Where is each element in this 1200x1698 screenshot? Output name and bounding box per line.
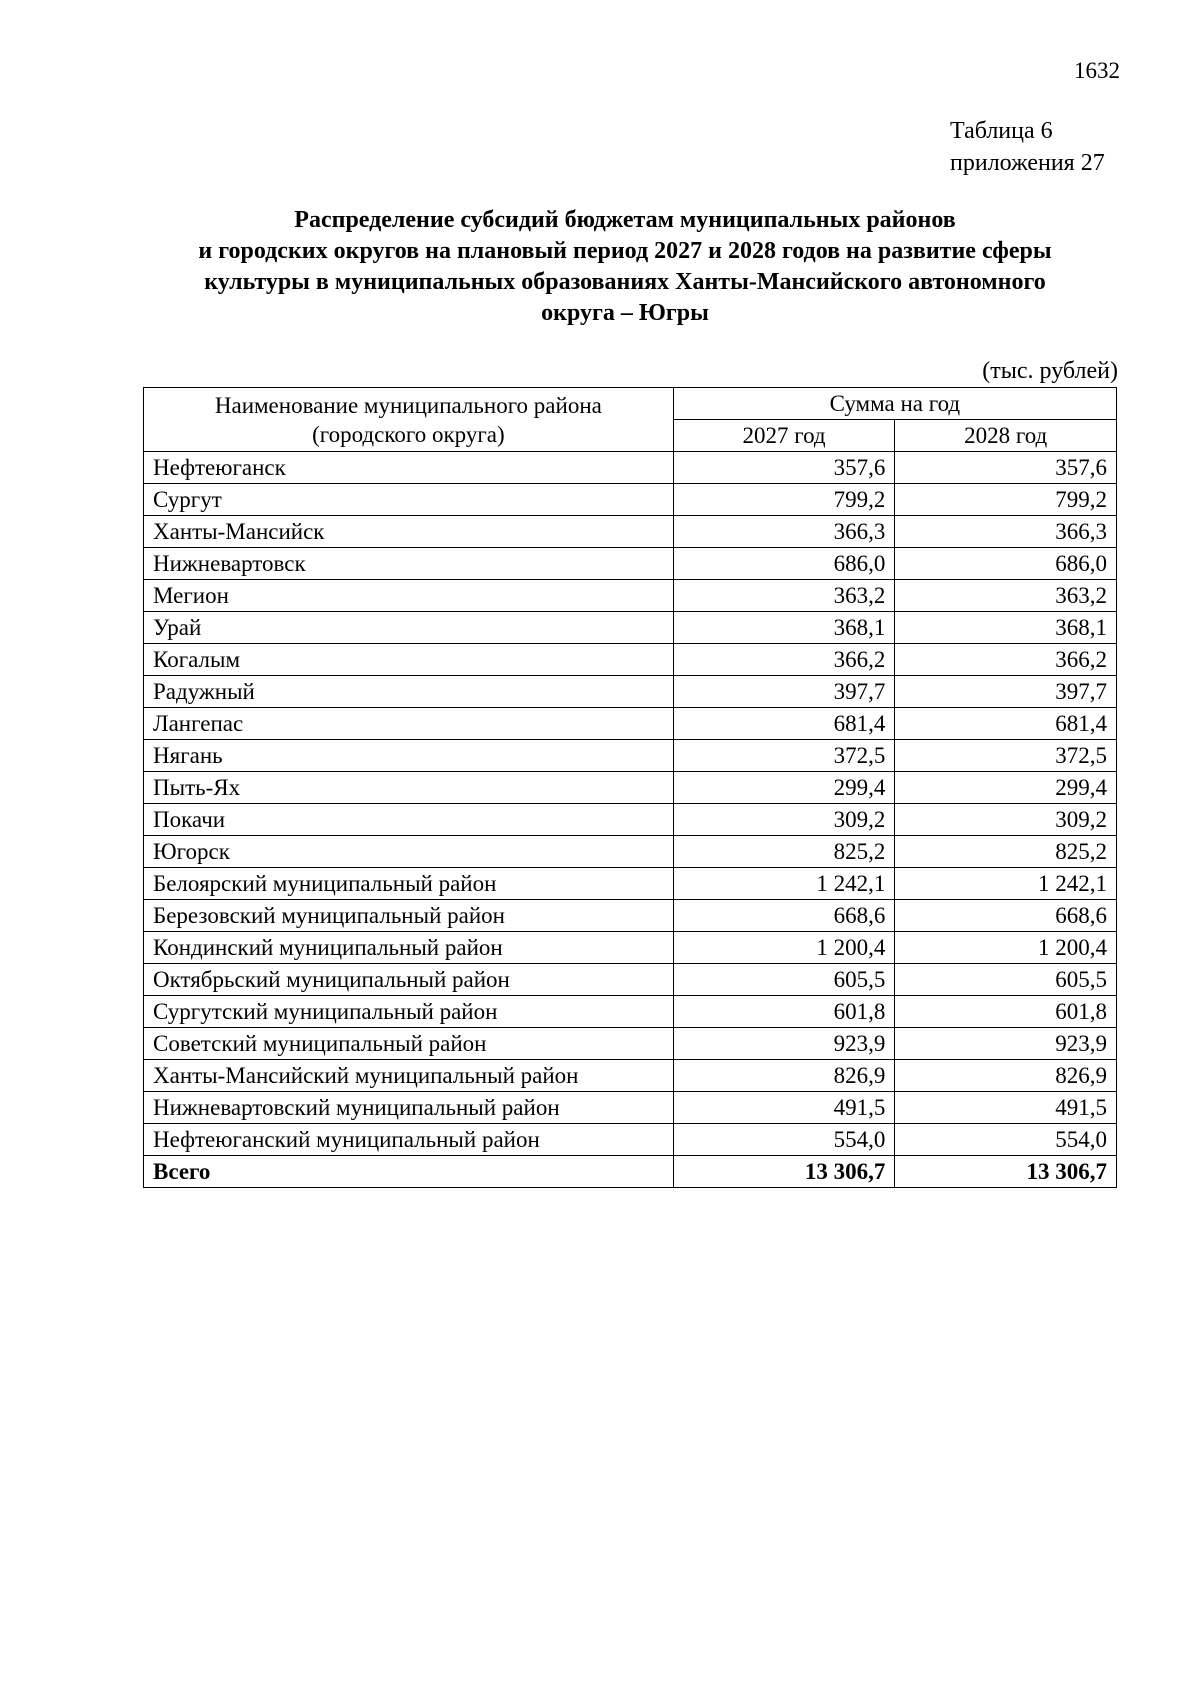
value-2028-cell: 363,2 <box>895 580 1117 612</box>
value-2027-cell: 309,2 <box>673 804 895 836</box>
value-2027-cell: 681,4 <box>673 708 895 740</box>
value-2027-cell: 686,0 <box>673 548 895 580</box>
value-2027-cell: 554,0 <box>673 1124 895 1156</box>
page-number: 1632 <box>1074 58 1120 83</box>
value-2027-cell: 491,5 <box>673 1092 895 1124</box>
municipality-name-cell: Сургутский муниципальный район <box>144 996 674 1028</box>
title-line: и городских округов на плановый период 2027 и 2028 годов на развитие сферы <box>198 238 1052 264</box>
value-2028-cell: 1 242,1 <box>895 868 1117 900</box>
value-2027-cell: 357,6 <box>673 452 895 484</box>
header-name-line: (городского округа) <box>312 421 505 447</box>
municipality-name-cell: Советский муниципальный район <box>144 1028 674 1060</box>
total-label-cell: Всего <box>144 1156 674 1188</box>
value-2027-cell: 363,2 <box>673 580 895 612</box>
value-2027-cell: 1 200,4 <box>673 932 895 964</box>
municipality-name-cell: Лангепас <box>144 708 674 740</box>
municipality-name-cell: Кондинский муниципальный район <box>144 932 674 964</box>
value-2028-cell: 554,0 <box>895 1124 1117 1156</box>
table-row <box>144 836 1117 868</box>
municipality-name-cell: Березовский муниципальный район <box>144 900 674 932</box>
value-2027-cell: 825,2 <box>673 836 895 868</box>
table-body <box>144 452 1117 1188</box>
table-row <box>144 964 1117 996</box>
value-2028-cell: 686,0 <box>895 548 1117 580</box>
table-row <box>144 1028 1117 1060</box>
total-2028-cell: 13 306,7 <box>895 1156 1117 1188</box>
value-2027-cell: 605,5 <box>673 964 895 996</box>
table-row <box>144 900 1117 932</box>
header-year-2028: 2028 год <box>895 420 1117 452</box>
municipality-name-cell: Пыть-Ях <box>144 772 674 804</box>
title-line: округа – Югры <box>541 300 709 326</box>
table-row <box>144 708 1117 740</box>
document-title <box>130 205 1120 329</box>
total-row <box>144 1156 1117 1188</box>
value-2028-cell: 397,7 <box>895 676 1117 708</box>
value-2027-cell: 397,7 <box>673 676 895 708</box>
municipality-name-cell: Октябрьский муниципальный район <box>144 964 674 996</box>
table-row <box>144 612 1117 644</box>
municipality-name-cell: Урай <box>144 612 674 644</box>
header-year-2027: 2027 год <box>673 420 895 452</box>
table-row <box>144 996 1117 1028</box>
value-2028-cell: 491,5 <box>895 1092 1117 1124</box>
value-2028-cell: 309,2 <box>895 804 1117 836</box>
municipality-name-cell: Когалым <box>144 644 674 676</box>
value-2028-cell: 923,9 <box>895 1028 1117 1060</box>
municipality-name-cell: Нягань <box>144 740 674 772</box>
value-2027-cell: 668,6 <box>673 900 895 932</box>
value-2028-cell: 357,6 <box>895 452 1117 484</box>
table-row <box>144 1060 1117 1092</box>
header-name-line: Наименование муниципального района <box>214 392 602 418</box>
value-2028-cell: 668,6 <box>895 900 1117 932</box>
total-2027-cell: 13 306,7 <box>673 1156 895 1188</box>
municipality-name-cell: Радужный <box>144 676 674 708</box>
municipality-name-cell: Югорск <box>144 836 674 868</box>
table-row <box>144 548 1117 580</box>
value-2027-cell: 366,3 <box>673 516 895 548</box>
units-label: (тыс. рублей) <box>982 358 1118 384</box>
table-row <box>144 1124 1117 1156</box>
value-2028-cell: 366,3 <box>895 516 1117 548</box>
value-2028-cell: 299,4 <box>895 772 1117 804</box>
value-2028-cell: 366,2 <box>895 644 1117 676</box>
table-row <box>144 516 1117 548</box>
value-2028-cell: 825,2 <box>895 836 1117 868</box>
municipality-name-cell: Ханты-Мансийский муниципальный район <box>144 1060 674 1092</box>
title-line: Распределение субсидий бюджетам муниципальных районов <box>294 207 956 233</box>
municipality-name-cell: Нижневартовск <box>144 548 674 580</box>
value-2028-cell: 799,2 <box>895 484 1117 516</box>
table-row <box>144 580 1117 612</box>
table-row <box>144 804 1117 836</box>
value-2027-cell: 1 242,1 <box>673 868 895 900</box>
value-2028-cell: 601,8 <box>895 996 1117 1028</box>
value-2027-cell: 372,5 <box>673 740 895 772</box>
value-2028-cell: 1 200,4 <box>895 932 1117 964</box>
value-2027-cell: 923,9 <box>673 1028 895 1060</box>
value-2027-cell: 799,2 <box>673 484 895 516</box>
table-row <box>144 644 1117 676</box>
table-row <box>144 452 1117 484</box>
value-2028-cell: 372,5 <box>895 740 1117 772</box>
table-row <box>144 868 1117 900</box>
municipality-name-cell: Белоярский муниципальный район <box>144 868 674 900</box>
value-2027-cell: 299,4 <box>673 772 895 804</box>
municipality-name-cell: Сургут <box>144 484 674 516</box>
value-2027-cell: 368,1 <box>673 612 895 644</box>
municipality-name-cell: Нефтеюганский муниципальный район <box>144 1124 674 1156</box>
table-reference-line: Таблица 6 <box>950 118 1053 144</box>
header-sum: Сумма на год <box>673 388 1116 420</box>
value-2028-cell: 826,9 <box>895 1060 1117 1092</box>
table-row <box>144 740 1117 772</box>
value-2028-cell: 681,4 <box>895 708 1117 740</box>
table-row <box>144 1092 1117 1124</box>
municipality-name-cell: Нижневартовский муниципальный район <box>144 1092 674 1124</box>
subsidy-table <box>143 387 1117 1188</box>
value-2028-cell: 368,1 <box>895 612 1117 644</box>
value-2027-cell: 601,8 <box>673 996 895 1028</box>
table-row <box>144 484 1117 516</box>
municipality-name-cell: Покачи <box>144 804 674 836</box>
table-row <box>144 676 1117 708</box>
value-2027-cell: 366,2 <box>673 644 895 676</box>
title-line: культуры в муниципальных образованиях Ханты-Мансийского автономного <box>204 269 1046 295</box>
table-row <box>144 772 1117 804</box>
table-reference <box>950 115 1105 179</box>
municipality-name-cell: Мегион <box>144 580 674 612</box>
table-row <box>144 932 1117 964</box>
municipality-name-cell: Ханты-Мансийск <box>144 516 674 548</box>
table-reference-line: приложения 27 <box>950 150 1105 176</box>
municipality-name-cell: Нефтеюганск <box>144 452 674 484</box>
value-2027-cell: 826,9 <box>673 1060 895 1092</box>
value-2028-cell: 605,5 <box>895 964 1117 996</box>
header-name <box>144 388 674 452</box>
